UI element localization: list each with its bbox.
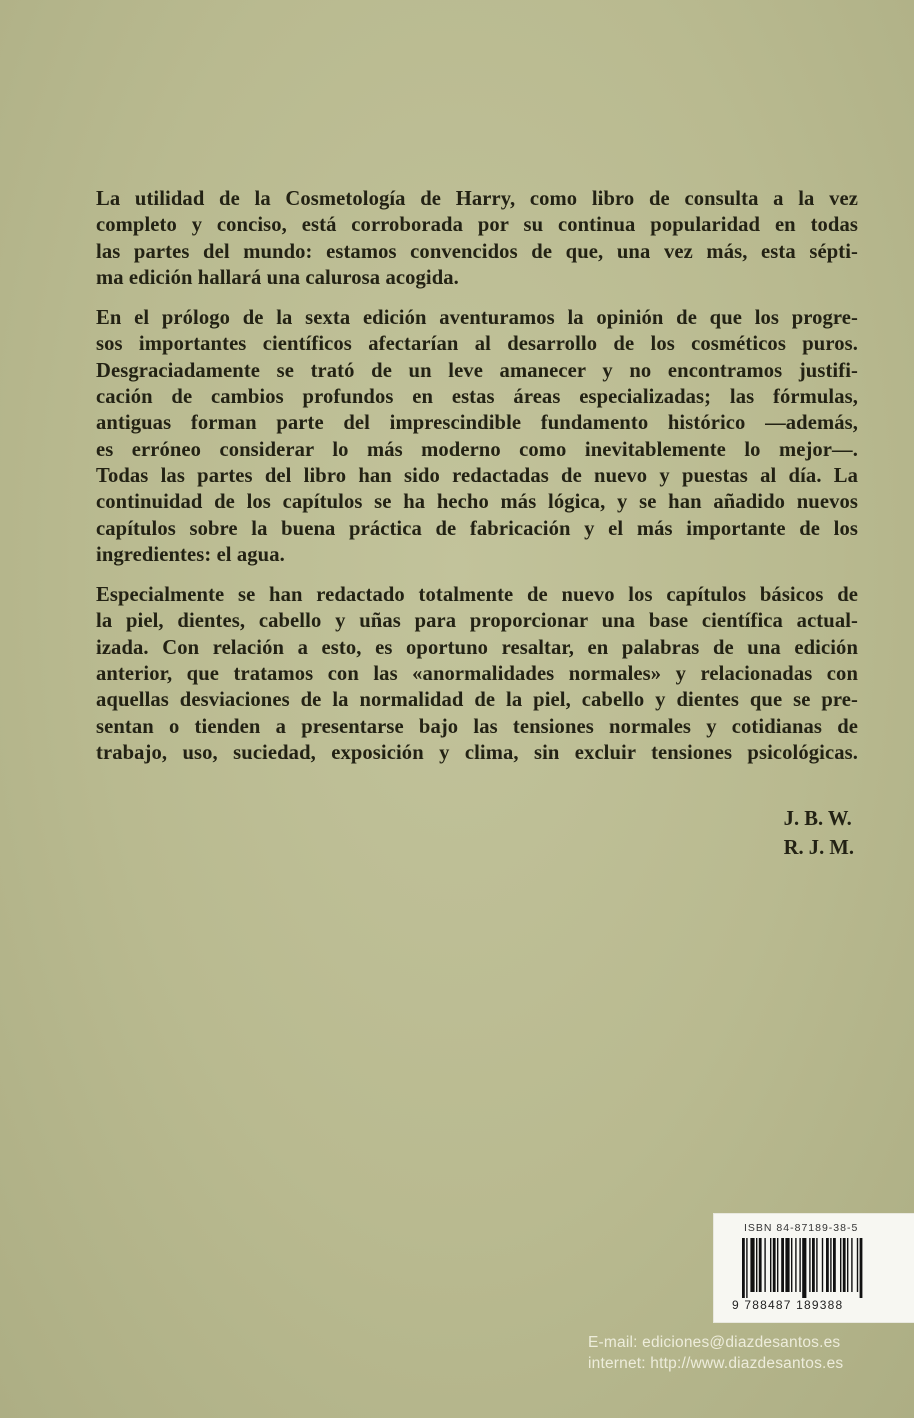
- barcode-bar: [742, 1238, 745, 1298]
- contact-email: E-mail: ediciones@diazdesantos.es: [588, 1334, 841, 1351]
- author-initials: [784, 805, 854, 863]
- text-line: La utilidad de la Cosmetología de Harry, como libro de consulta a la vez: [96, 188, 858, 210]
- barcode-bar: [746, 1238, 747, 1298]
- text-line: continuidad de los capítulos se ha hecho más lógica, y se han añadido nuevos: [96, 491, 858, 514]
- barcode-bar: [781, 1238, 784, 1292]
- initials-1: J. B. W.: [783, 808, 852, 830]
- text-line: es erróneo considerar lo más moderno como inevitablemente lo mejor—.: [96, 438, 858, 461]
- text-line: capítulos sobre la buena práctica de fabricación y el más importante de los: [96, 517, 858, 540]
- barcode-bar: [851, 1238, 852, 1292]
- barcode-bar: [822, 1238, 823, 1292]
- paragraph-3: [96, 582, 858, 766]
- barcode-bar: [833, 1238, 836, 1292]
- barcode-bar: [802, 1238, 806, 1298]
- barcode-panel: [714, 1214, 914, 1322]
- text-line: Todas las partes del libro han sido redactadas de nuevo y puestas al día. La: [96, 464, 858, 487]
- text-line: la piel, dientes, cabello y uñas para proporcionar una base científica actual-: [96, 610, 858, 633]
- contact-website: internet: http://www.diazdesantos.es: [588, 1355, 844, 1372]
- barcode-bar: [785, 1238, 789, 1292]
- barcode-digits: 9 788487 189388: [732, 1298, 844, 1312]
- text-line: las partes del mundo: estamos convencidos de que, una vez más, esta sépti-: [96, 240, 858, 263]
- barcode-bar: [759, 1238, 762, 1292]
- barcode-bar: [791, 1238, 792, 1292]
- barcode-bar: [847, 1238, 848, 1292]
- barcode-icon: [742, 1238, 906, 1298]
- text-line: sos importantes científicos afectarían al desarrollo de los cosméticos puros.: [96, 333, 858, 356]
- barcode-bar: [816, 1238, 817, 1292]
- text-line: izada. Con relación a esto, es oportuno resaltar, en palabras de una edición: [96, 636, 858, 659]
- barcode-bar: [860, 1238, 863, 1298]
- paragraph-1: [96, 186, 858, 291]
- text-line: aquellas desviaciones de la normalidad de la piel, cabello y dientes que se pre-: [96, 689, 858, 712]
- barcode-bar: [770, 1238, 771, 1292]
- text-line: ma edición hallará una calurosa acogida.: [96, 266, 459, 289]
- barcode-bar: [750, 1238, 754, 1292]
- text-line: completo y conciso, está corroborada por su continua popularidad en todas: [96, 214, 858, 237]
- text-line: trabajo, uso, suciedad, exposición y clima, sin excluir tensiones psicológicas.: [96, 741, 858, 764]
- barcode-bar: [826, 1238, 829, 1292]
- publisher-contact: [588, 1332, 843, 1374]
- barcode-bar: [777, 1238, 778, 1292]
- text-line: Especialmente se han redactado totalmente de nuevo los capítulos básicos de: [96, 584, 858, 607]
- barcode-bar: [843, 1238, 846, 1292]
- barcode-bar: [830, 1238, 831, 1292]
- initials-2: R. J. M.: [783, 837, 854, 859]
- paragraph-2: [96, 305, 858, 568]
- barcode-bar: [795, 1238, 796, 1292]
- barcode-bar: [840, 1238, 841, 1292]
- text-line: Desgraciadamente se trató de un leve amanecer y no encontramos justifi-: [96, 359, 858, 382]
- text-line: anterior, que tratamos con las «anormalidades normales» y relacionadas con: [96, 663, 858, 686]
- barcode-bar: [764, 1238, 765, 1292]
- back-cover-text: [96, 186, 858, 780]
- barcode-bar: [773, 1238, 776, 1292]
- barcode-bar: [809, 1238, 810, 1292]
- barcode-bar: [812, 1238, 815, 1292]
- barcode-bar: [756, 1238, 757, 1292]
- isbn-label: ISBN 84-87189-38-5: [744, 1222, 859, 1234]
- text-line: sentan o tienden a presentarse bajo las tensiones normales y cotidianas de: [96, 715, 858, 738]
- text-line: cación de cambios profundos en estas áreas especializadas; las fórmulas,: [96, 386, 858, 409]
- barcode-bar: [799, 1238, 800, 1292]
- text-line: ingredientes: el agua.: [96, 543, 285, 566]
- barcode-bar: [857, 1238, 858, 1292]
- text-line: antiguas forman parte del imprescindible fundamento histórico —además,: [96, 412, 858, 435]
- text-line: En el prólogo de la sexta edición aventuramos la opinión de que los progre-: [96, 307, 858, 330]
